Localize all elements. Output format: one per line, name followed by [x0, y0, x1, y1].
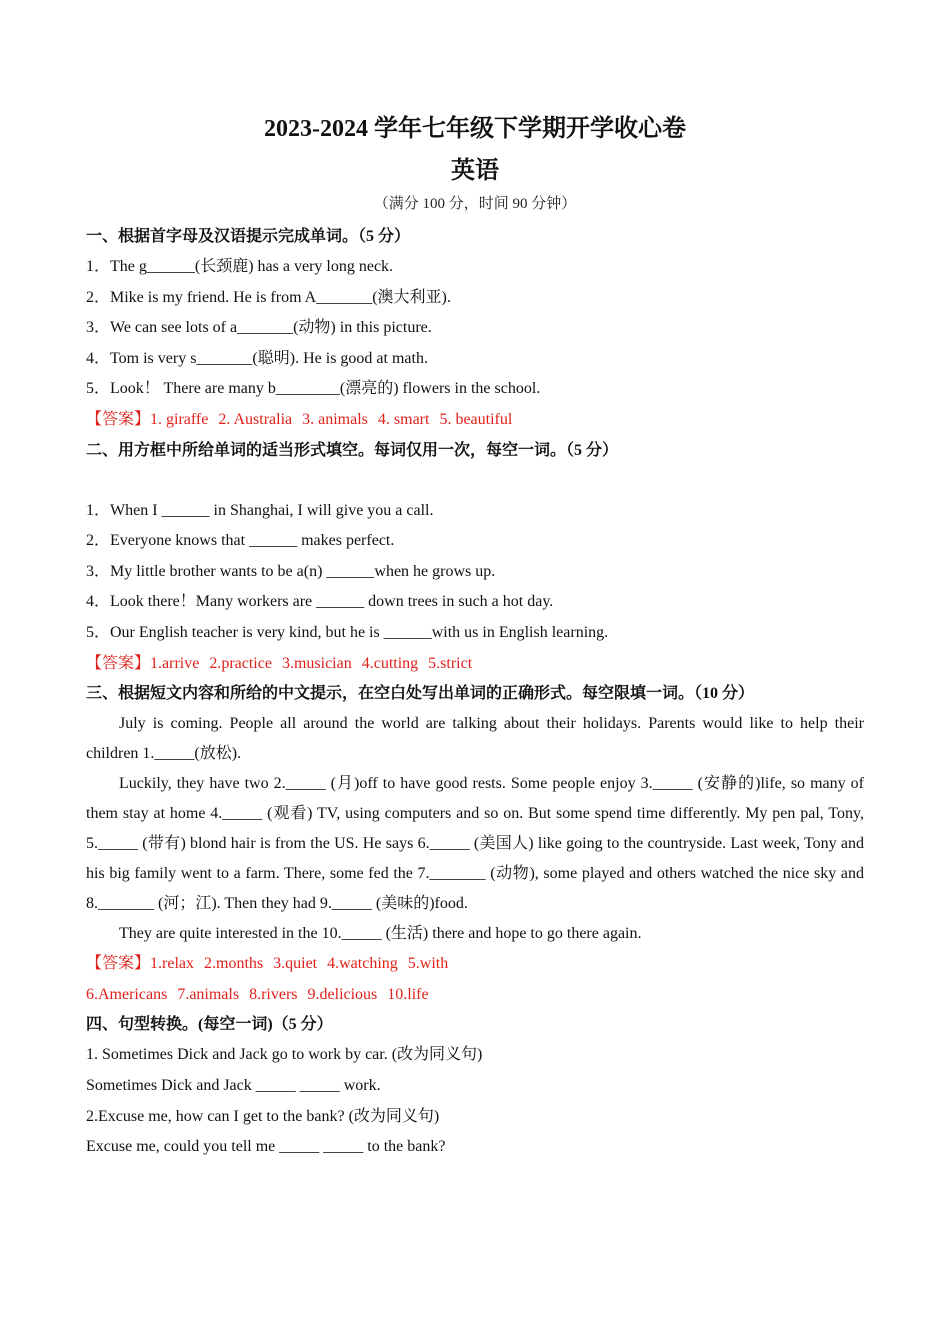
section-2-question: 1．When I ______ in Shanghai, I will give you a call. [86, 501, 434, 519]
answer-item: 2. Australia [218, 410, 293, 428]
section-1-question: 5．Look！ There are many b________(漂亮的) flowers in the school. [86, 380, 541, 398]
answer-item: 8.rivers [249, 985, 298, 1003]
answer-item: 1.arrive [150, 654, 200, 672]
answer-prefix: 【答案】 [86, 955, 151, 973]
section-4-line: Excuse me, could you tell me _____ _____ to the bank? [86, 1138, 446, 1156]
answer-item: 3.quiet [273, 955, 318, 973]
word-box-area [86, 466, 864, 496]
passage-paragraph: Luckily, they have two 2._____ (月)off to have good rests. Some people enjoy 3._____ (安静的)life, so many of them stay at home 4._____ (观看) TV, using computers and so on. But some spend time differently. My pen pal, Tony, 5._____ (带有) blond hair is from the US. He says 6._____ (美国人) like going to the countryside. Last week, Tony and his big family went to a farm. There, some fed the 7._______ (动物), some played and others watched the nice sky and 8._______ (河；江). Then they had 9._____ (美味的)food. [86, 775, 864, 913]
answer-item: 4.watching [327, 955, 398, 973]
exam-page [86, 112, 864, 1163]
section-1-question: 4．Tom is very s_______(聪明). He is good at math. [86, 349, 428, 367]
section-4-line: 2.Excuse me, how can I get to the bank? (改为同义句) [86, 1107, 440, 1125]
answer-item: 6.Americans [86, 985, 168, 1003]
section-1-question: 3．We can see lots of a_______(动物) in this picture. [86, 319, 432, 337]
exam-meta: （满分 100 分，时间 90 分钟） [373, 196, 577, 212]
section-2-question: 3．My little brother wants to be a(n) ______when he grows up. [86, 562, 496, 580]
section-3-answer [86, 949, 864, 980]
answer-item: 2.months [204, 955, 264, 973]
section-2-question: 5．Our English teacher is very kind, but he is ______with us in English learning. [86, 623, 609, 641]
answer-item: 3.musician [281, 654, 352, 672]
exam-title: 2023-2024 学年七年级下学期开学收心卷 [264, 116, 686, 142]
section-2-question: 4．Look there！Many workers are ______ down trees in such a hot day. [86, 593, 554, 611]
section-3-answer-continued [86, 980, 864, 1011]
answer-item: 1.relax [150, 955, 194, 973]
answer-item: 5.with [407, 955, 449, 973]
section-1-answer [86, 405, 864, 436]
exam-subject: 英语 [451, 158, 499, 184]
answer-item: 7.animals [177, 985, 240, 1003]
answer-item: 4.cutting [361, 654, 419, 672]
answer-item: 4. smart [377, 410, 430, 428]
answer-prefix: 【答案】 [86, 410, 151, 428]
section-1-question: 1．The g______(长颈鹿) has a very long neck. [86, 258, 394, 275]
section-2-question: 2．Everyone knows that ______ makes perfect. [86, 532, 395, 550]
answer-item: 10.life [387, 985, 429, 1003]
section-4-line: Sometimes Dick and Jack _____ _____ work. [86, 1076, 381, 1094]
answer-prefix: 【答案】 [86, 654, 151, 672]
section-3-heading: 三、根据短文内容和所给的中文提示，在空白处写出单词的正确形式。每空限填一词。（10 分） [86, 685, 755, 703]
section-2-answer [86, 649, 864, 680]
answer-item: 2.practice [209, 654, 272, 672]
section-4-heading: 四、句型转换。(每空一词)（5 分） [86, 1016, 333, 1034]
answer-item: 1. giraffe [150, 410, 209, 428]
section-2-heading: 二、用方框中所给单词的适当形式填空。每词仅用一次，每空一词。（5 分） [86, 441, 619, 459]
section-4-line: 1. Sometimes Dick and Jack go to work by car. (改为同义句) [86, 1046, 483, 1064]
section-1-question: 2．Mike is my friend. He is from A_______(澳大利亚). [86, 288, 451, 306]
answer-item: 5. beautiful [439, 410, 513, 428]
passage-paragraph: They are quite interested in the 10._____ (生活) there and hope to go there again. [119, 925, 642, 943]
passage-paragraph: July is coming. People all around the world are talking about their holidays. Parents would like to help their children 1._____(放松). [86, 715, 864, 763]
answer-item: 5.strict [428, 654, 473, 672]
section-1-heading: 一、根据首字母及汉语提示完成单词。（5 分） [86, 228, 411, 245]
answer-item: 3. animals [302, 410, 368, 428]
answer-item: 9.delicious [307, 985, 378, 1003]
